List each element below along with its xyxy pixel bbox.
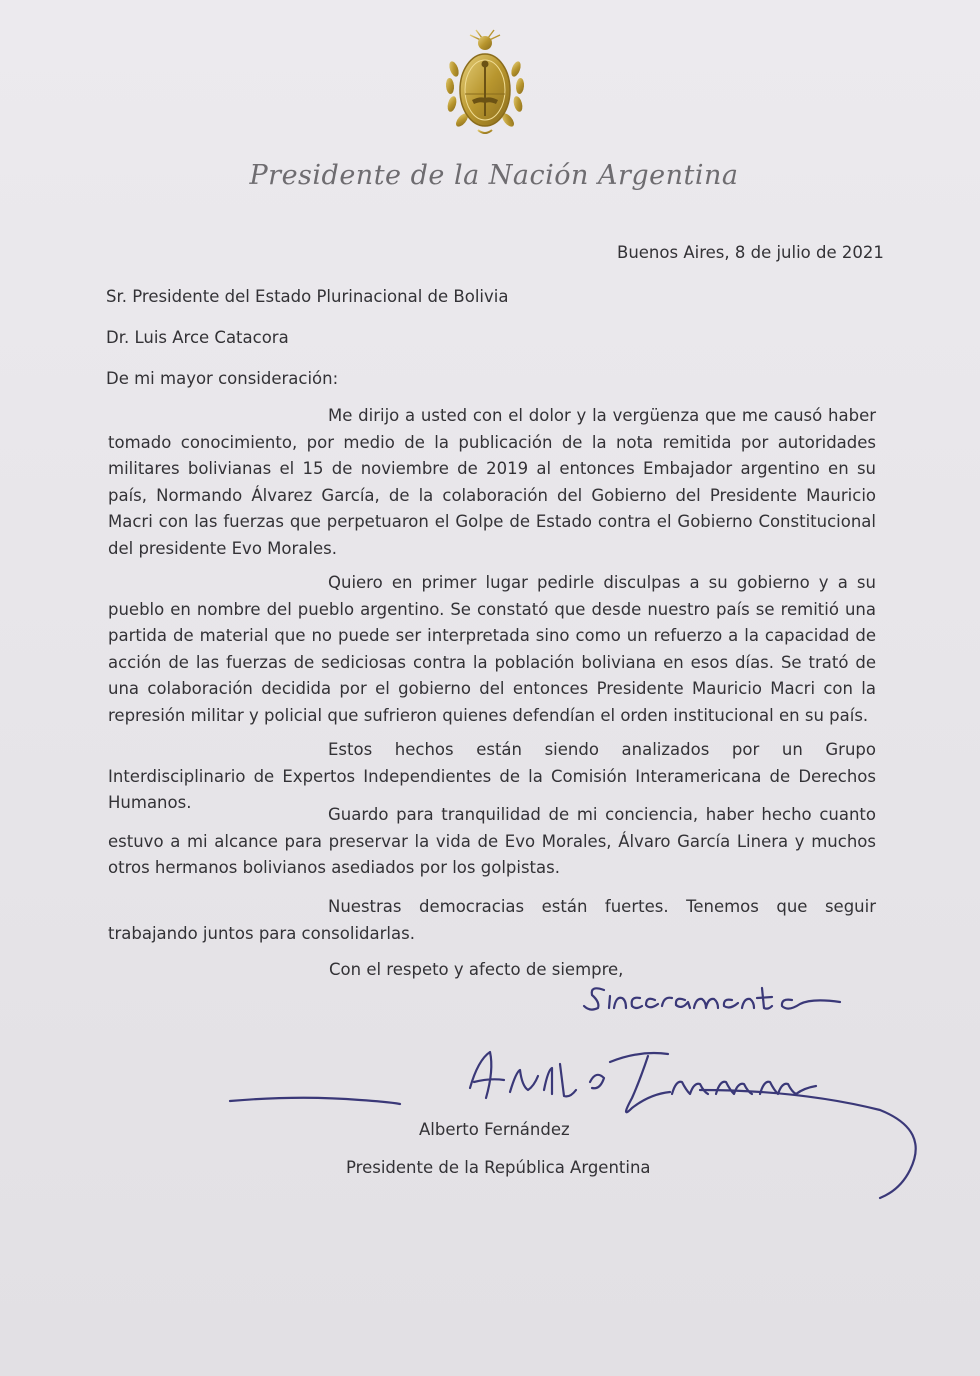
signatory-title: Presidente de la República Argentina	[346, 1158, 651, 1177]
body-paragraph-4: Guardo para tranquilidad de mi conciencia, haber hecho cuanto estuvo a mi alcance para preservar la vida de Evo Morales, Álvaro García Linera y muchos otros hermanos bolivianos asediados por los golpistas.	[108, 805, 876, 877]
place-date: Buenos Aires, 8 de julio de 2021	[617, 243, 884, 262]
body-paragraph-2: Quiero en primer lugar pedirle disculpas a su gobierno y a su pueblo en nombre del pueblo argentino. Se constató que desde nuestro país se remitió una partida de material que no puede ser interpretada sino como un refuerzo a la capacidad de acción de las fuerzas de sediciosas contra la población boliviana en esos días. Se trató de una colaboración decidida por el gobierno del entonces Presidente Mauricio Macri con la represión militar y policial que sufrieron quienes defendían el orden institucional en su país.	[108, 573, 876, 725]
closing-line: Con el respeto y afecto de siempre,	[329, 960, 624, 979]
body-paragraph-1: Me dirijo a usted con el dolor y la vergüenza que me causó haber tomado conocimiento, por medio de la publicación de la nota remitida por autoridades militares bolivianas el 15 de noviembre de 2019 al entonces Embajador argentino en su país, Normando Álvarez García, de la colaboración del Gobierno del Presidente Mauricio Macri con las fuerzas que perpetuaron el Golpe de Estado contra el Gobierno Constitucional del presidente Evo Morales.	[108, 406, 876, 558]
body-paragraph-5: Nuestras democracias están fuertes. Tenemos que seguir trabajando juntos para consolidarlas.	[108, 897, 876, 943]
signatory-name: Alberto Fernández	[419, 1120, 570, 1139]
salutation: De mi mayor consideración:	[106, 369, 339, 388]
body-paragraph-3: Estos hechos están siendo analizados por un Grupo Interdisciplinario de Expertos Independientes de la Comisión Interamericana de Derechos Humanos.	[108, 740, 876, 812]
addressee-title: Sr. Presidente del Estado Plurinacional de Bolivia	[106, 287, 509, 306]
addressee-name: Dr. Luis Arce Catacora	[106, 328, 289, 347]
letterhead-title: Presidente de la Nación Argentina	[249, 160, 739, 191]
